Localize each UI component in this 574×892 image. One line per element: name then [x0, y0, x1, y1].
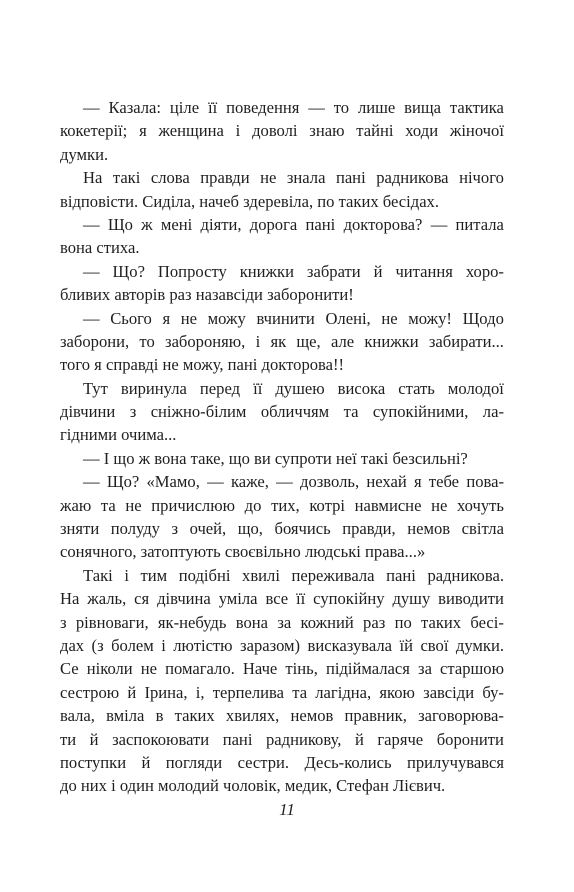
text-line: Се ніколи не помагало. Наче тінь, підіймалася за старшою	[60, 659, 504, 679]
text-line: бливих авторів раз назавсіди заборонити!	[60, 285, 354, 305]
text-line: — Що? «Мамо, — каже, — дозволь, нехай я тебе пова-	[83, 472, 504, 492]
text-line: Тут виринула перед її душею висока стать молодої	[83, 378, 504, 398]
text-line: кокетерії; я женщина і доволі знаю тайні ходи жіночої	[60, 121, 504, 141]
paragraph	[60, 377, 504, 447]
text-line: дах (з болем і лютістю заразом) висказувала їй свої думки.	[60, 635, 504, 655]
text-line: зняти полуду з очей, що, боячись правди, немов світла	[60, 519, 504, 539]
paragraph	[60, 260, 504, 307]
text-line: — Сього я не можу вчинити Олені, не можу! Щодо	[83, 308, 504, 328]
text-line: ти й заспокоювати пані радникову, й гаряче боронити	[60, 729, 504, 749]
paragraph	[60, 166, 504, 213]
text-line: жаю та не причислюю до тих, котрі навмисне не хочуть	[60, 495, 504, 515]
paragraph	[60, 564, 504, 798]
text-line: вона стиха.	[60, 238, 140, 258]
text-line: поступки й погляди сестри. Десь-колись прилучувався	[60, 752, 504, 772]
text-line: — Що? Попросту книжки забрати й читання хоро-	[83, 261, 504, 281]
body-text	[60, 96, 504, 798]
paragraph	[60, 213, 504, 260]
text-line: вала, вміла в таких хвилях, немов правник, заговорюва-	[60, 706, 504, 726]
text-line: відповісти. Сиділа, начеб здеревіла, по таких бесідах.	[60, 191, 440, 211]
text-line: На жаль, ся дівчина уміла все її супокійну душу виводити	[60, 589, 504, 609]
page-number: 11	[279, 800, 295, 819]
text-line: Такі і тим подібні хвилі переживала пані радникова.	[83, 565, 504, 585]
text-line: — І що ж вона таке, що ви супроти неї такі безсильні?	[83, 448, 468, 468]
paragraph	[60, 307, 504, 377]
text-line: дівчини з сніжно-білим обличчям та супокійними, ла-	[60, 402, 504, 422]
text-line: — Що ж мені діяти, дорога пані докторова? — питала	[83, 214, 504, 234]
text-line: з рівноваги, як-небудь вона за кожний раз по таких бесі-	[60, 612, 504, 632]
text-line: до них і один молодий чоловік, медик, Стефан Лієвич.	[60, 776, 446, 796]
text-line: сестрою й Ірина, і, терпелива та лагідна, якою завсіди бу-	[60, 682, 504, 702]
text-line: сонячного, затоптують своєвільно людські права...»	[60, 542, 426, 562]
paragraph	[60, 470, 504, 564]
text-line: гідними очима...	[60, 425, 177, 445]
text-line: На такі слова правди не знала пані радникова нічого	[83, 168, 504, 188]
paragraph	[60, 447, 504, 470]
paragraph	[60, 96, 504, 166]
text-line: — Казала: ціле її поведення — то лише вища тактика	[83, 98, 504, 117]
text-line: заборони, то забороняю, і як ще, але книжки забирати...	[60, 331, 504, 351]
text-line: того я справді не можу, пані докторова!!	[60, 355, 345, 375]
text-line: думки.	[60, 144, 109, 164]
